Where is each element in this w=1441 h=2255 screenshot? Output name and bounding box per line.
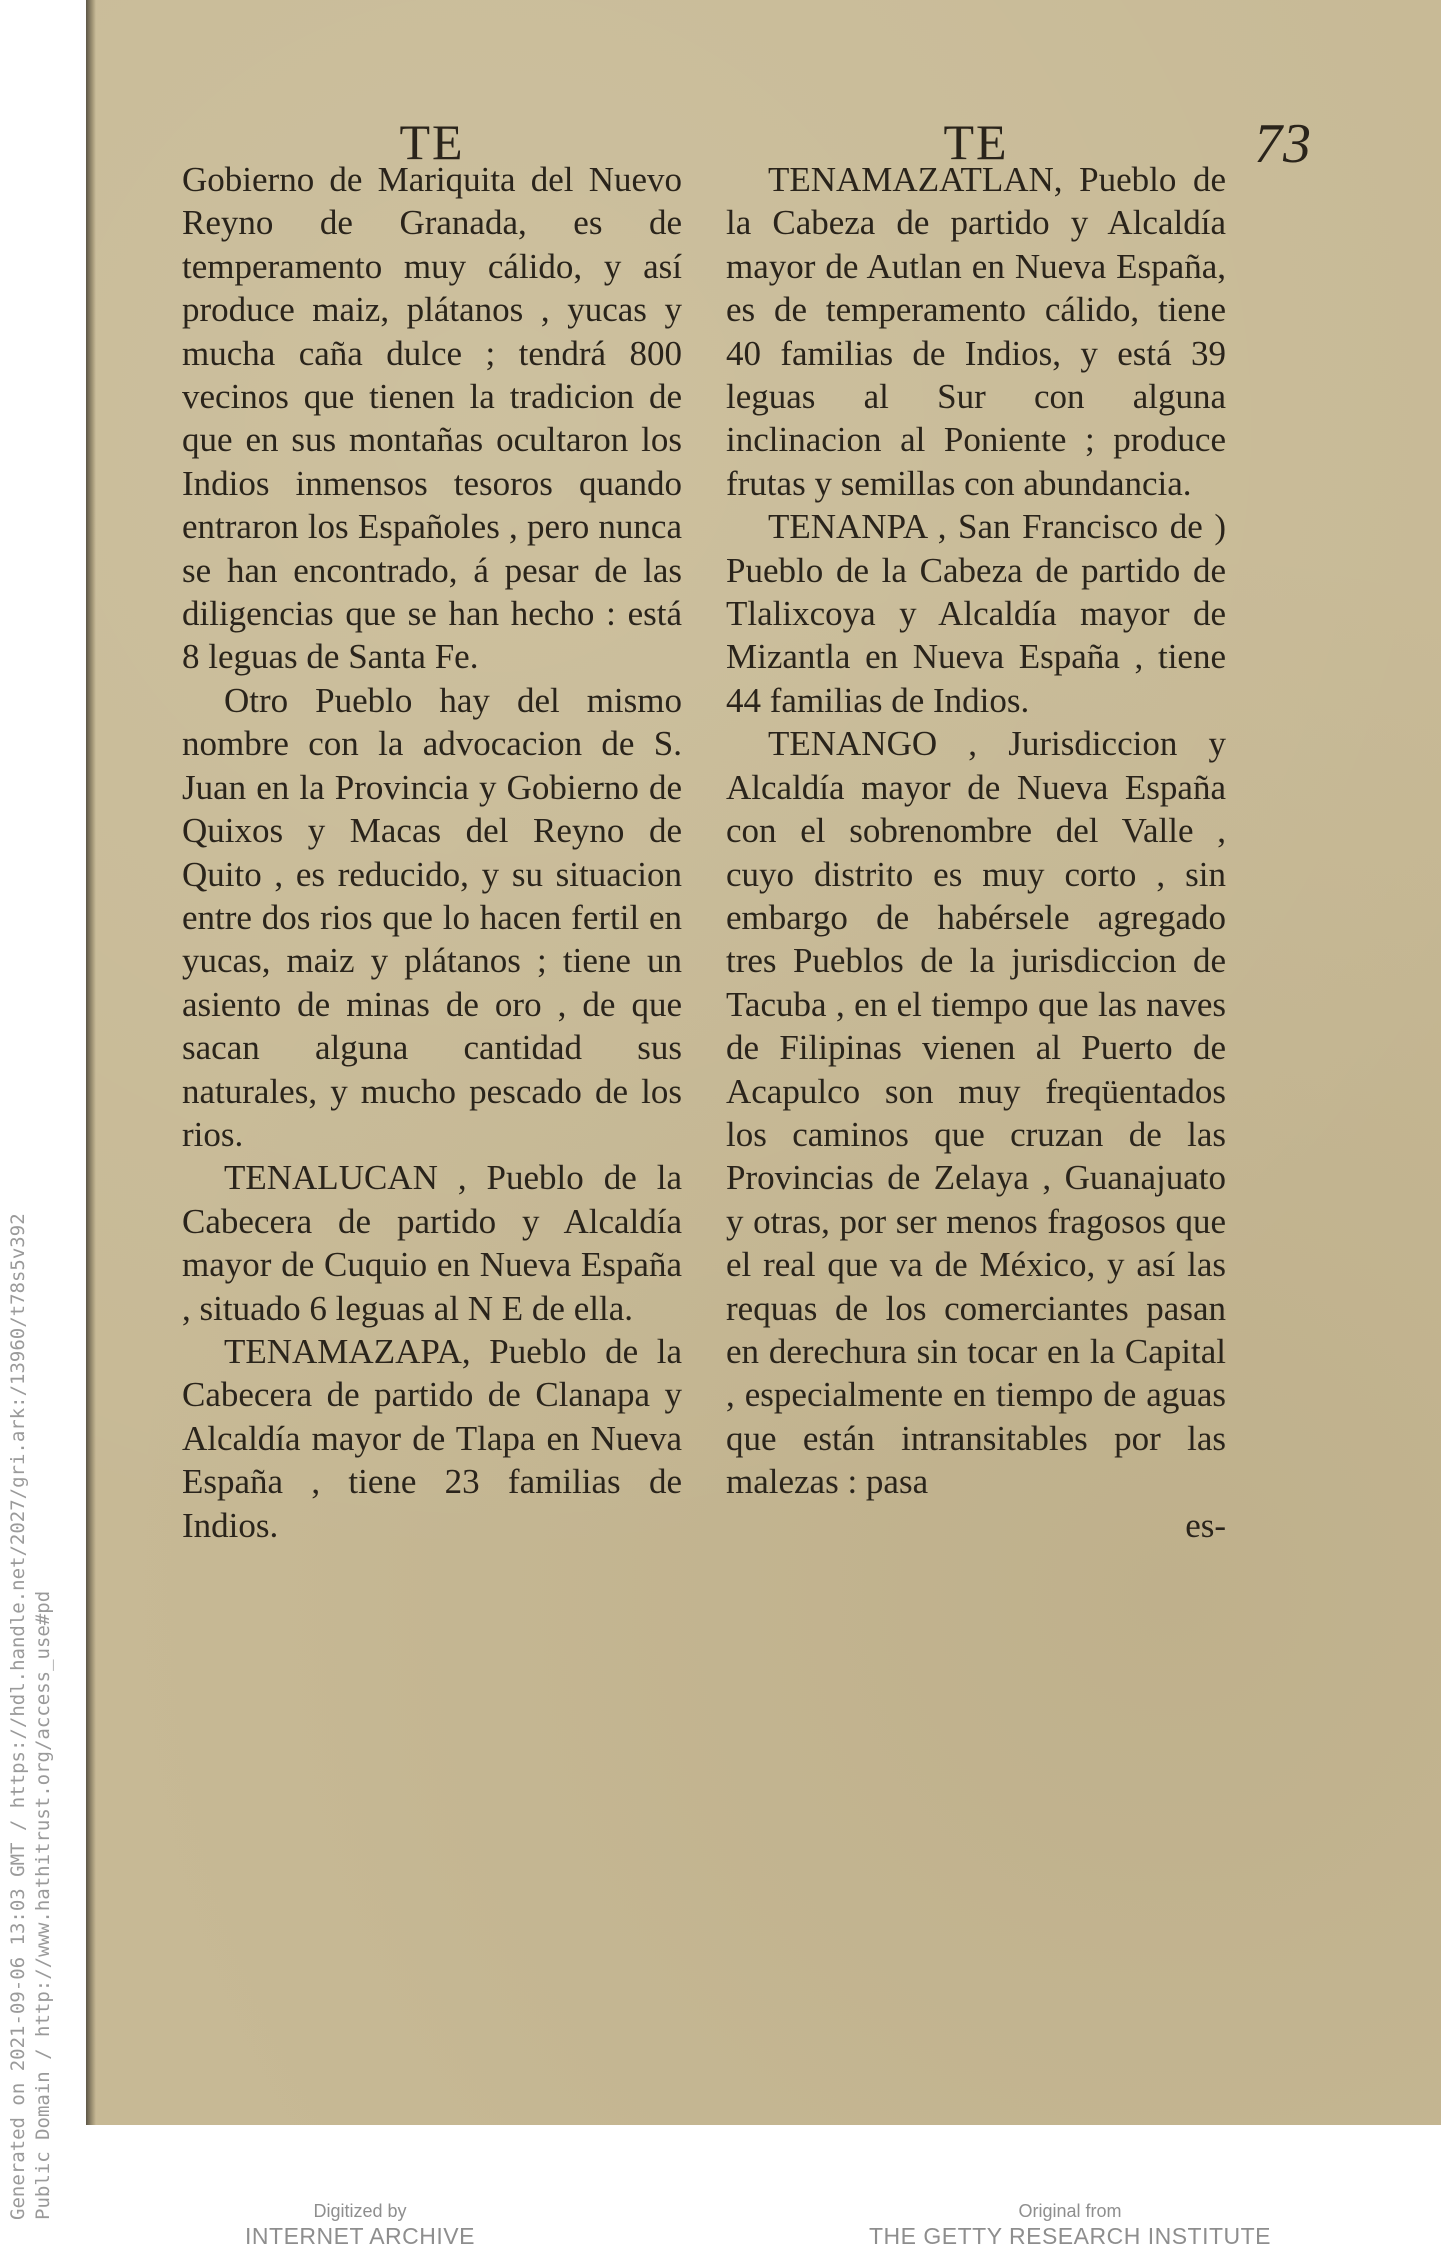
- left-paragraph-4: TENAMAZAPA, Pueblo de la Cabecera de partido de Clanapa y Alcaldía mayor de Tlapa en Nueva España , tiene 23 familias de Indios.: [182, 1331, 682, 1545]
- footer-internet-archive: INTERNET ARCHIVE: [245, 2223, 475, 2249]
- footer-digitized: [200, 2200, 520, 2250]
- left-paragraph-1: Gobierno de Mariquita del Nuevo Reyno de Granada, es de temperamento muy cálido, y así produce maiz, plátanos , yucas y mucha caña dulce ; tendrá 800 vecinos que tienen la tradicion de que en sus montañas ocultaron los Indios inmensos tesoros quando entraron los Españoles , pero nunca se han encontrado, á pesar de las diligencias que se han hecho : está 8 leguas de Santa Fe.: [182, 160, 682, 677]
- right-paragraph-1: TENAMAZATLAN, Pueblo de la Cabeza de partido y Alcaldía mayor de Autlan en Nueva España, es de temperamento cálido, tiene 40 familias de Indios, y está 39 leguas al Sur con alguna inclinacion al Poniente ; produce frutas y semillas con abundancia.: [726, 160, 1226, 503]
- right-paragraph-3: TENANGO , Jurisdiccion y Alcaldía mayor de Nueva España con el sobrenombre del Valle , cuyo distrito es muy corto , sin embargo de habérsele agregado tres Pueblos de la jurisdiccion de Tacuba , en el tiempo que las naves de Filipinas vienen al Puerto de Acapulco son muy freqüentados los caminos que cruzan de las Provincias de Zelaya , Guanajuato y otras, por ser menos fragosos que el real que va de México, y así las requas de los comerciantes pasan en derechura sin tocar en la Capital , especialmente en tiempo de aguas que están intransitables por las malezas : pasa: [726, 724, 1226, 1502]
- left-column: [182, 110, 682, 1547]
- page-number: 73: [1254, 113, 1312, 175]
- footer: [0, 2200, 1441, 2255]
- scanned-page: [86, 0, 1441, 2125]
- footer-getty: THE GETTY RESEARCH INSTITUTE: [868, 2223, 1272, 2249]
- watermark-text: [6, 1213, 56, 2220]
- footer-digitized-label: Digitized by: [313, 2201, 407, 2221]
- footer-original: [860, 2200, 1280, 2250]
- footer-original-label: Original from: [1018, 2201, 1122, 2221]
- right-paragraph-2: TENANPA , San Francisco de ) Pueblo de la Cabeza de partido de Tlalixcoya y Alcaldía mayor de Mizantla en Nueva España , tiene 44 familias de Indios.: [726, 507, 1226, 720]
- watermark-line-2: Public Domain / http://www.hathitrust.org/access_use#pd: [32, 1590, 54, 2220]
- right-running-head: TE: [943, 114, 1009, 170]
- watermark-line-1: Generated on 2021-09-06 13:03 GMT / https://hdl.handle.net/2027/gri.ark:/13960/t78s5v392: [7, 1213, 29, 2220]
- left-paragraph-3: TENALUCAN , Pueblo de la Cabecera de partido y Alcaldía mayor de Cuquio en Nueva España , situado 6 leguas al N E de ella.: [182, 1158, 682, 1328]
- right-column: [726, 110, 1226, 1547]
- spine-shadow: [86, 0, 96, 2125]
- catchword: es-: [1185, 1505, 1226, 1545]
- access-watermark: [0, 0, 80, 2255]
- left-paragraph-2: Otro Pueblo hay del mismo nombre con la advocacion de S. Juan en la Provincia y Gobierno de Quixos y Macas del Reyno de Quito , es reducido, y su situacion entre dos rios que lo hacen fertil en yucas, maiz y plátanos ; tiene un asiento de minas de oro , de que sacan alguna cantidad sus naturales, y mucho pescado de los rios.: [182, 680, 682, 1154]
- left-running-head: TE: [399, 114, 465, 170]
